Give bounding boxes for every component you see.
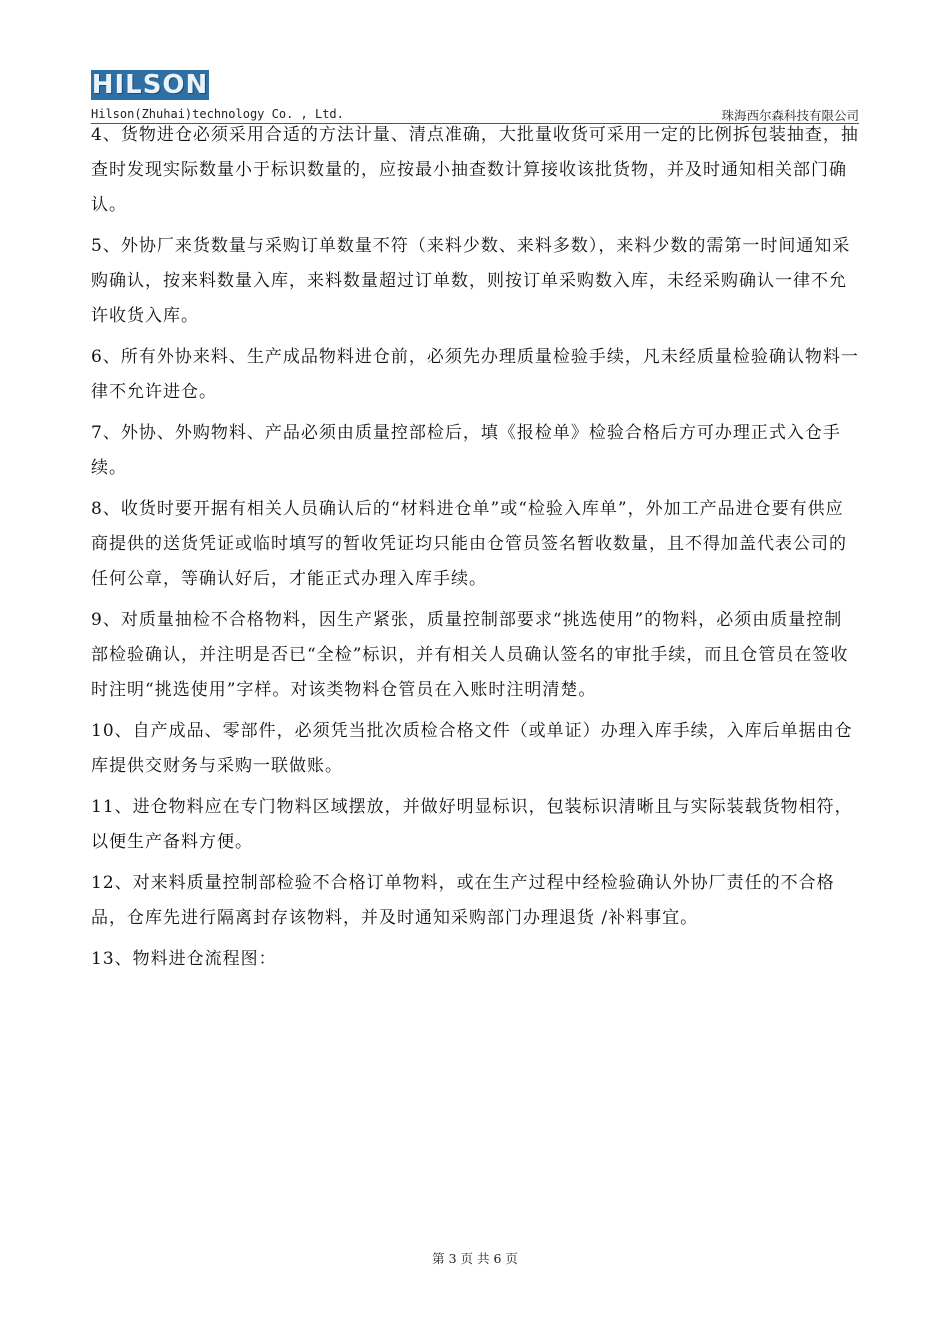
paragraph-7: 7、外协、外购物料、产品必须由质量控部检后，填《报检单》检验合格后方可办理正式入仓手续。: [91, 423, 841, 478]
paragraph-4: 4、货物进仓必须采用合适的方法计量、清点准确，大批量收货可采用一定的比例拆包装抽查，抽查时发现实际数量小于标识数量的，应按最小抽查数计算接收该批货物，并及时通知相关部门确认。: [91, 125, 859, 215]
paragraph-5: 5、外协厂来货数量与采购订单数量不符（来料少数、来料多数），来料少数的需第一时间通知采购确认，按来料数量入库，来料数量超过订单数，则按订单采购数入库，未经采购确认一律不允许收货入库。: [91, 236, 851, 326]
company-name-english: Hilson(Zhuhai)technology Co. , Ltd.: [91, 107, 344, 121]
paragraph-8: 8、收货时要开据有相关人员确认后的“材料进仓单”或“检验入库单”，外加工产品进仓要有供应商提供的送货凭证或临时填写的暂收凭证均只能由仓管员签名暂收数量，且不得加盖代表公司的任何公章，等确认好后，才能正式办理入库手续。: [91, 499, 847, 589]
paragraph-11: 11、进仓物料应在专门物料区域摆放，并做好明显标识，包装标识清晰且与实际装载货物相符，以便生产备料方便。: [91, 797, 853, 852]
paragraph-6: 6、所有外协来料、生产成品物料进仓前，必须先办理质量检验手续，凡未经质量检验确认物料一律不允许进仓。: [91, 347, 859, 402]
company-name-chinese: 珠海西尔森科技有限公司: [721, 108, 859, 123]
document-body: [91, 118, 859, 983]
company-logo: HILSON: [91, 70, 209, 100]
paragraph-9: 9、对质量抽检不合格物料，因生产紧张，质量控制部要求“挑选使用”的物料，必须由质量控制部检验确认，并注明是否已“全检”标识，并有相关人员确认签名的审批手续，而且仓管员在签收时注明“挑选使用”字样。对该类物料仓管员在入账时注明清楚。: [91, 610, 849, 700]
page-number: 第 3 页 共 6 页: [432, 1251, 518, 1266]
paragraph-10: 10、自产成品、零部件，必须凭当批次质检合格文件（或单证）办理入库手续，入库后单据由仓库提供交财务与采购一联做账。: [91, 721, 853, 776]
paragraph-13: 13、物料进仓流程图：: [91, 949, 277, 969]
paragraph-12: 12、对来料质量控制部检验不合格订单物料，或在生产过程中经检验确认外协厂责任的不合格品，仓库先进行隔离封存该物料，并及时通知采购部门办理退货 /补料事宜。: [91, 873, 835, 928]
